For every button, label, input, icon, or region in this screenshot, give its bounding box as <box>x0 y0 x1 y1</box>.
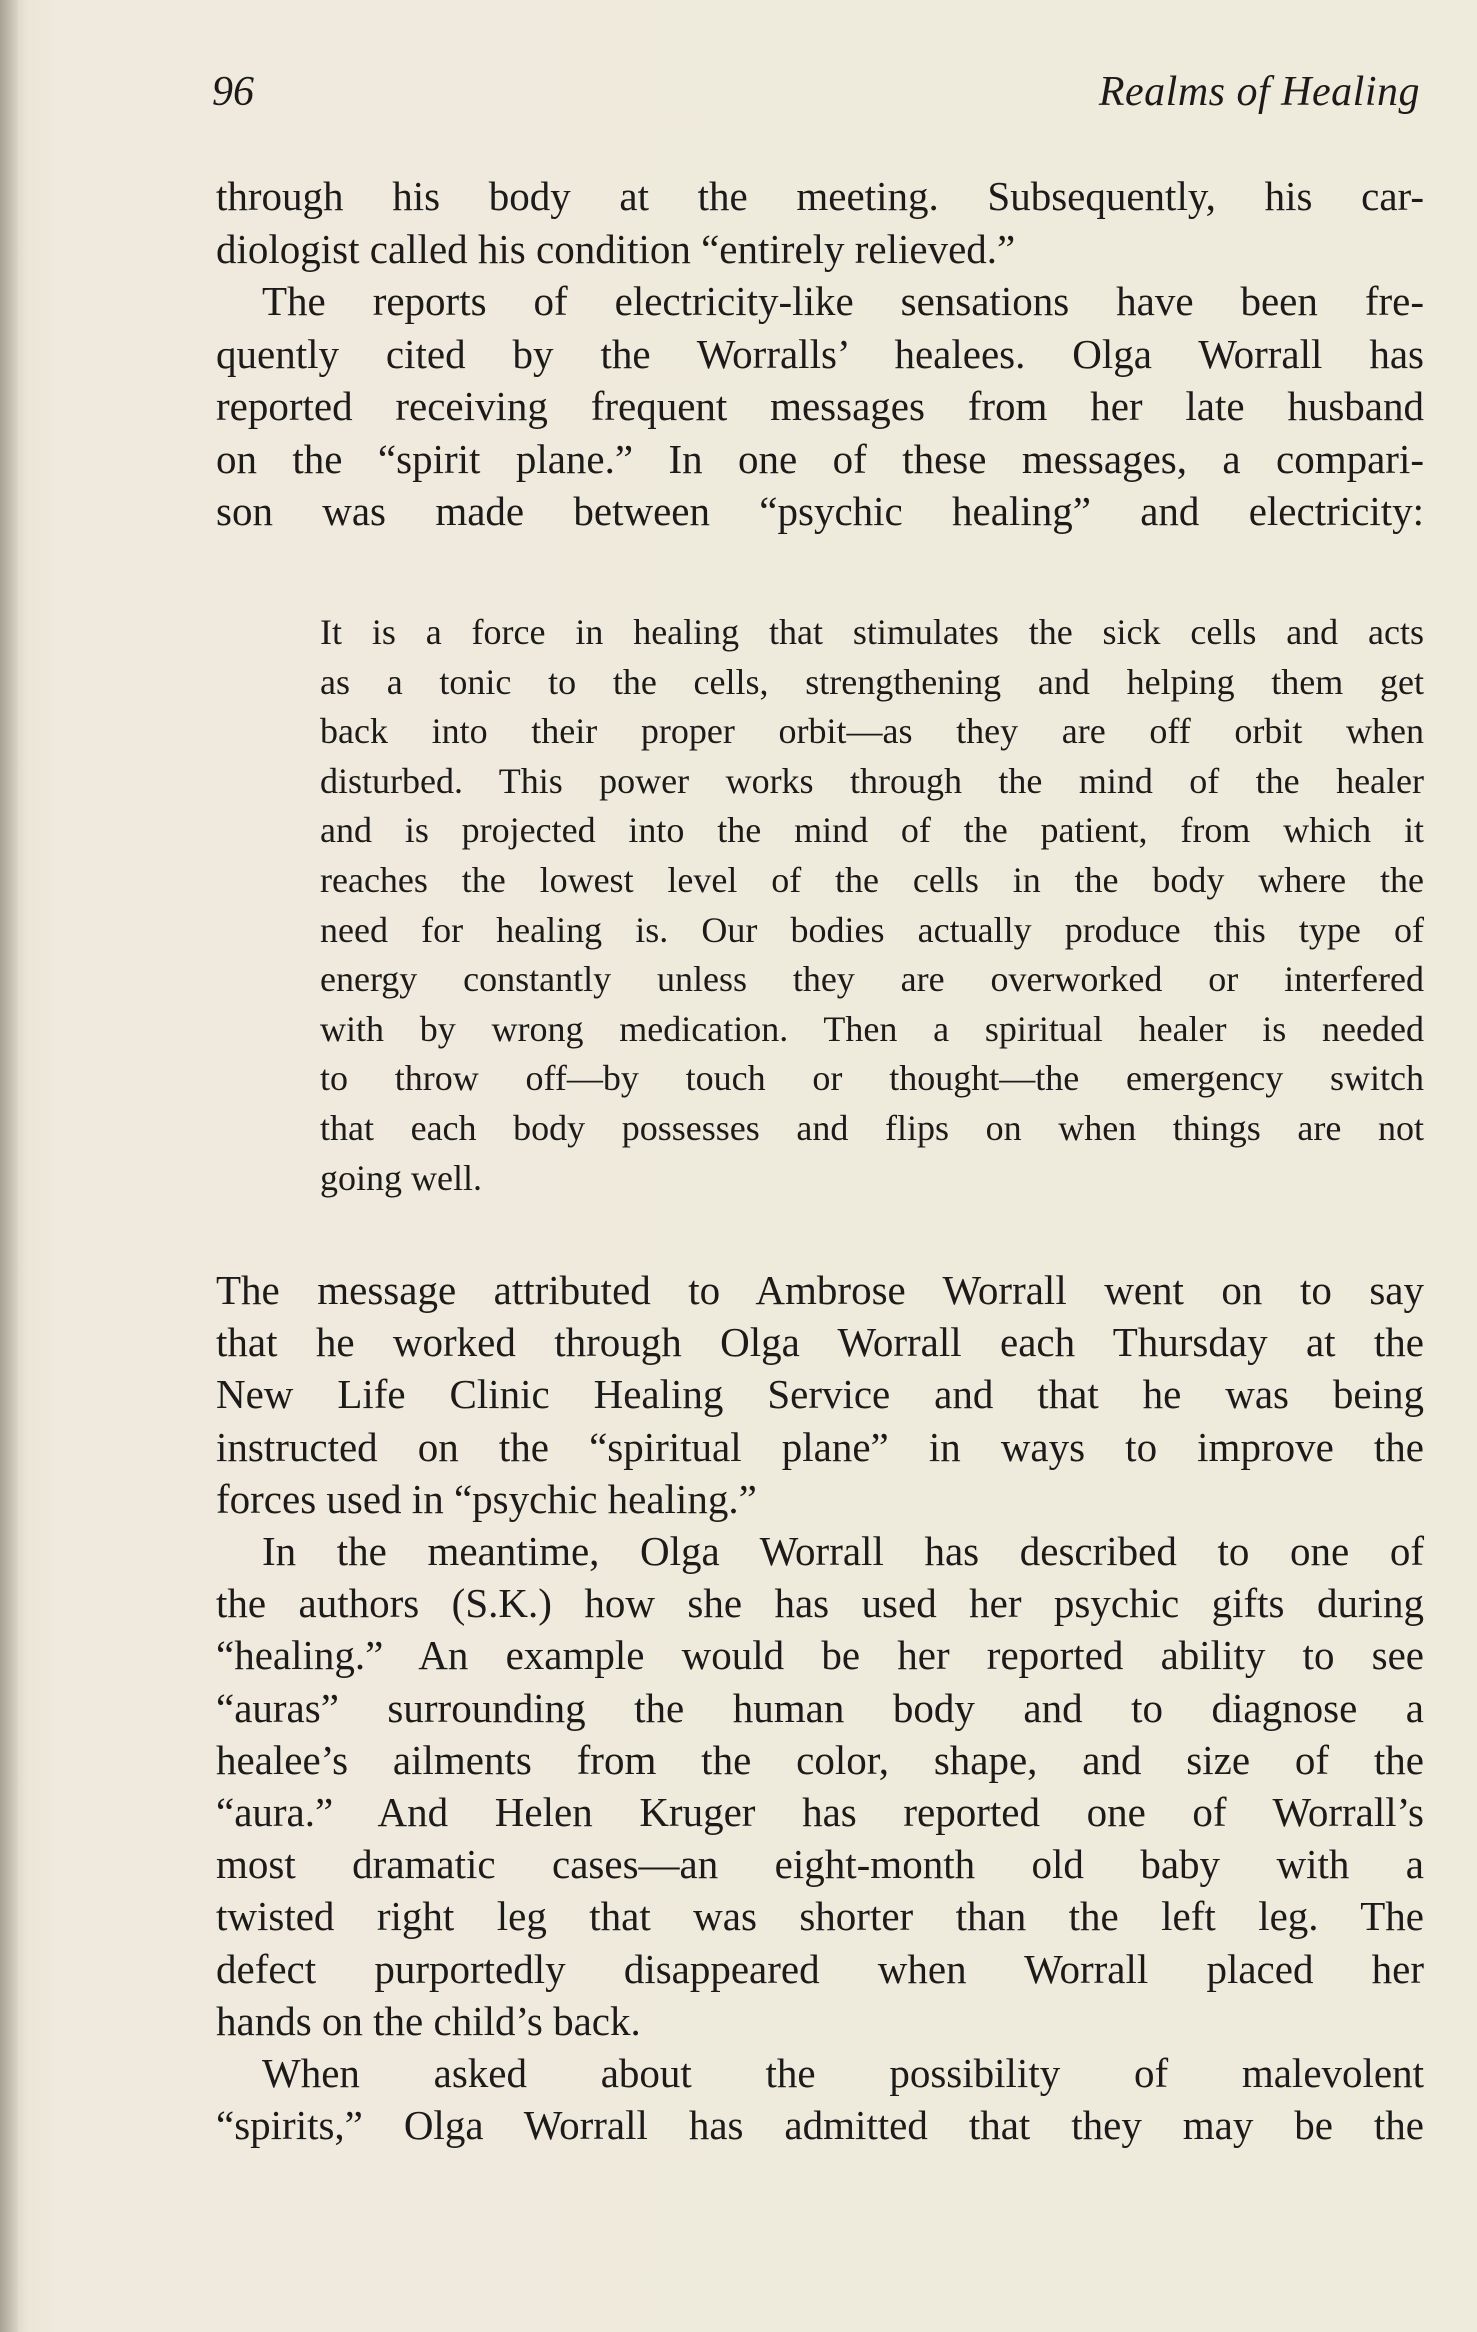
text-line: diologist called his condition “entirely relieved.” <box>216 225 1016 272</box>
text-line: “healing.” An example would be her reported ability to see <box>216 1632 1424 1679</box>
text-line: through his body at the meeting. Subsequently, his car- <box>216 173 1424 219</box>
paragraph-2 <box>216 275 1424 538</box>
text-line: hands on the child’s back. <box>216 1997 641 2044</box>
text-line: The message attributed to Ambrose Worrall went on to say <box>216 1267 1424 1313</box>
quote-line: energy constantly unless they are overworked or interfered <box>320 959 1424 1000</box>
text-line: quently cited by the Worralls’ healees. Olga Worrall has <box>216 330 1424 377</box>
text-line: healee’s ailments from the color, shape, and size of the <box>216 1736 1424 1783</box>
block-quote <box>320 608 1424 1203</box>
quote-line: It is a force in healing that stimulates the sick cells and acts <box>320 612 1424 652</box>
text-line: son was made between “psychic healing” and electricity: <box>216 488 1424 534</box>
text-line: “aura.” And Helen Kruger has reported one of Worrall’s <box>216 1789 1424 1836</box>
quote-line: reaches the lowest level of the cells in the body where the <box>320 859 1424 900</box>
page-number: 96 <box>212 69 254 115</box>
page-gutter-shadow <box>0 0 18 2332</box>
quote-line: need for healing is. Our bodies actually produce this type of <box>320 909 1424 950</box>
quote-line: to throw off—by touch or thought—the emergency switch <box>320 1058 1424 1099</box>
quote-line: disturbed. This power works through the mind of the healer <box>320 760 1424 801</box>
text-line: In the meantime, Olga Worrall has described to one of <box>262 1528 1424 1575</box>
paragraph-5 <box>216 2047 1424 2151</box>
page-header <box>212 62 1420 122</box>
body-text-bottom <box>216 1264 1424 2151</box>
text-line: the authors (S.K.) how she has used her psychic gifts during <box>216 1580 1424 1627</box>
text-line: When asked about the possibility of malevolent <box>262 2050 1424 2097</box>
text-line: The reports of electricity-like sensations have been fre- <box>262 278 1424 324</box>
text-line: twisted right leg that was shorter than the left leg. The <box>216 1893 1424 1940</box>
text-line: on the “spirit plane.” In one of these messages, a compari- <box>216 435 1424 482</box>
quote-line: that each body possesses and flips on when things are not <box>320 1107 1424 1148</box>
text-line: “spirits,” Olga Worrall has admitted that they may be the <box>216 2102 1424 2149</box>
body-text-top <box>216 170 1424 538</box>
paragraph-1 <box>216 170 1424 275</box>
text-line: “auras” surrounding the human body and to diagnose a <box>216 1684 1424 1731</box>
text-line: instructed on the “spiritual plane” in ways to improve the <box>216 1423 1424 1470</box>
paragraph-3 <box>216 1264 1424 1525</box>
paragraph-4 <box>216 1525 1424 2047</box>
text-line: most dramatic cases—an eight-month old baby with a <box>216 1841 1424 1888</box>
text-line: forces used in “psychic healing.” <box>216 1475 757 1522</box>
text-line: New Life Clinic Healing Service and that he was being <box>216 1371 1424 1418</box>
text-line: reported receiving frequent messages from her late husband <box>216 383 1424 429</box>
quote-line: going well. <box>320 1157 482 1198</box>
quote-line: and is projected into the mind of the patient, from which it <box>320 810 1424 851</box>
quote-line: as a tonic to the cells, strengthening and helping them get <box>320 661 1424 702</box>
quote-line: back into their proper orbit—as they are off orbit when <box>320 711 1424 752</box>
text-line: defect purportedly disappeared when Worrall placed her <box>216 1945 1424 1992</box>
quote-line: with by wrong medication. Then a spiritual healer is needed <box>320 1008 1424 1049</box>
running-head: Realms of Healing <box>1098 69 1420 115</box>
text-line: that he worked through Olga Worrall each Thursday at the <box>216 1319 1424 1366</box>
